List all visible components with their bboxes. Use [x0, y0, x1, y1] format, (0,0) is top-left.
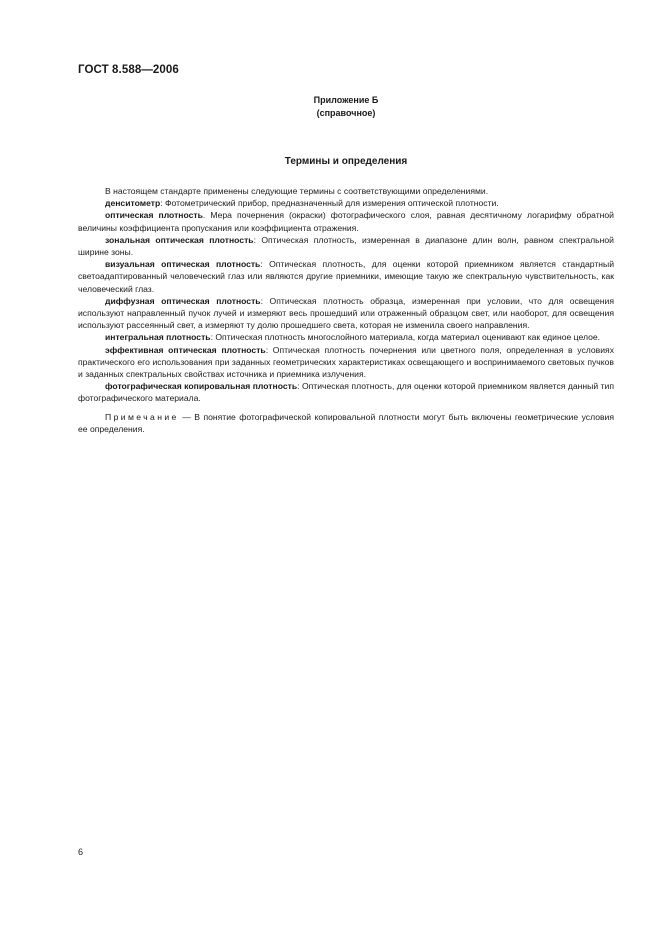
term-entry	[78, 258, 614, 295]
appendix-heading	[0, 94, 661, 120]
term-name: денситометр	[105, 198, 161, 209]
term-definition: : Оптическая плотность, для оценки которой приемником является стандартный светоадаптированный человеческий глаз или являются другие приемники, имеющие такую же спектральную чувствительность, как человеческий глаз.	[78, 259, 614, 294]
term-definition: : Оптическая плотность образца, измеренная при условии, что для освещения используют направленный пучок лучей и измеряют весь прошедший или отраженный образцом свет, или наоборот, для освещения используют рассеянный свет, а измеряют ту долю прошедшего света, которая не изменила своего направления.	[78, 295, 615, 331]
term-name: визуальная оптическая плотность	[105, 259, 261, 270]
page-number: 6	[78, 847, 84, 857]
term-definition: : Оптическая плотность многослойного материала, когда материал оценивают как единое целое.	[210, 332, 601, 343]
document-header: ГОСТ 8.588—2006	[78, 64, 179, 76]
term-definition: : Оптическая плотность, для оценки которой приемником является данный тип фотографического материала.	[78, 381, 614, 404]
term-name: фотографическая копировальная плотность	[105, 381, 298, 392]
note-label: Примечание	[105, 411, 179, 422]
appendix-subtitle: (справочное)	[316, 108, 376, 118]
term-definition: . Мера почернения (окраски) фотографического слоя, равная десятичному логарифму обратной величины коэффициента пропускания или коэффициента отражения.	[78, 210, 614, 233]
note-text: — В понятие фотографической копировальной плотности могут быть включены геометрические условия ее определения.	[78, 411, 614, 434]
term-name: интегральная плотность	[105, 332, 211, 343]
term-entry	[78, 209, 614, 233]
appendix-title: Приложение Б	[313, 95, 379, 105]
document-body	[78, 185, 614, 435]
term-name: эффективная оптическая плотность	[105, 344, 266, 355]
term-entry	[78, 344, 614, 381]
section-title: Термины и определения	[284, 156, 408, 167]
term-entry	[78, 331, 614, 343]
term-definition: : Оптическая плотность, измеренная в диапазоне длин волн, равном спектральной ширине зоны.	[78, 234, 614, 258]
term-name: диффузная оптическая плотность	[105, 295, 261, 306]
term-name: зональная оптическая плотность	[105, 234, 254, 245]
term-name: оптическая плотность	[105, 210, 203, 221]
term-entry	[78, 295, 614, 332]
note-paragraph	[78, 411, 614, 435]
term-definition: : Фотометрический прибор, предназначенный для измерения оптической плотности.	[160, 198, 499, 209]
term-entry	[78, 197, 614, 209]
intro-paragraph: В настоящем стандарте применены следующие термины с соответствующими определениями.	[105, 186, 489, 196]
term-definition: : Оптическая плотность почернения или цветного поля, определенная в условиях практического его использования при заданных геометрических характеристиках освещающего и воспринимаемого световых пучков и заданных спектральных свойствах источника и приемника излучения.	[78, 344, 614, 380]
term-entry	[78, 234, 614, 258]
term-entry	[78, 380, 614, 404]
